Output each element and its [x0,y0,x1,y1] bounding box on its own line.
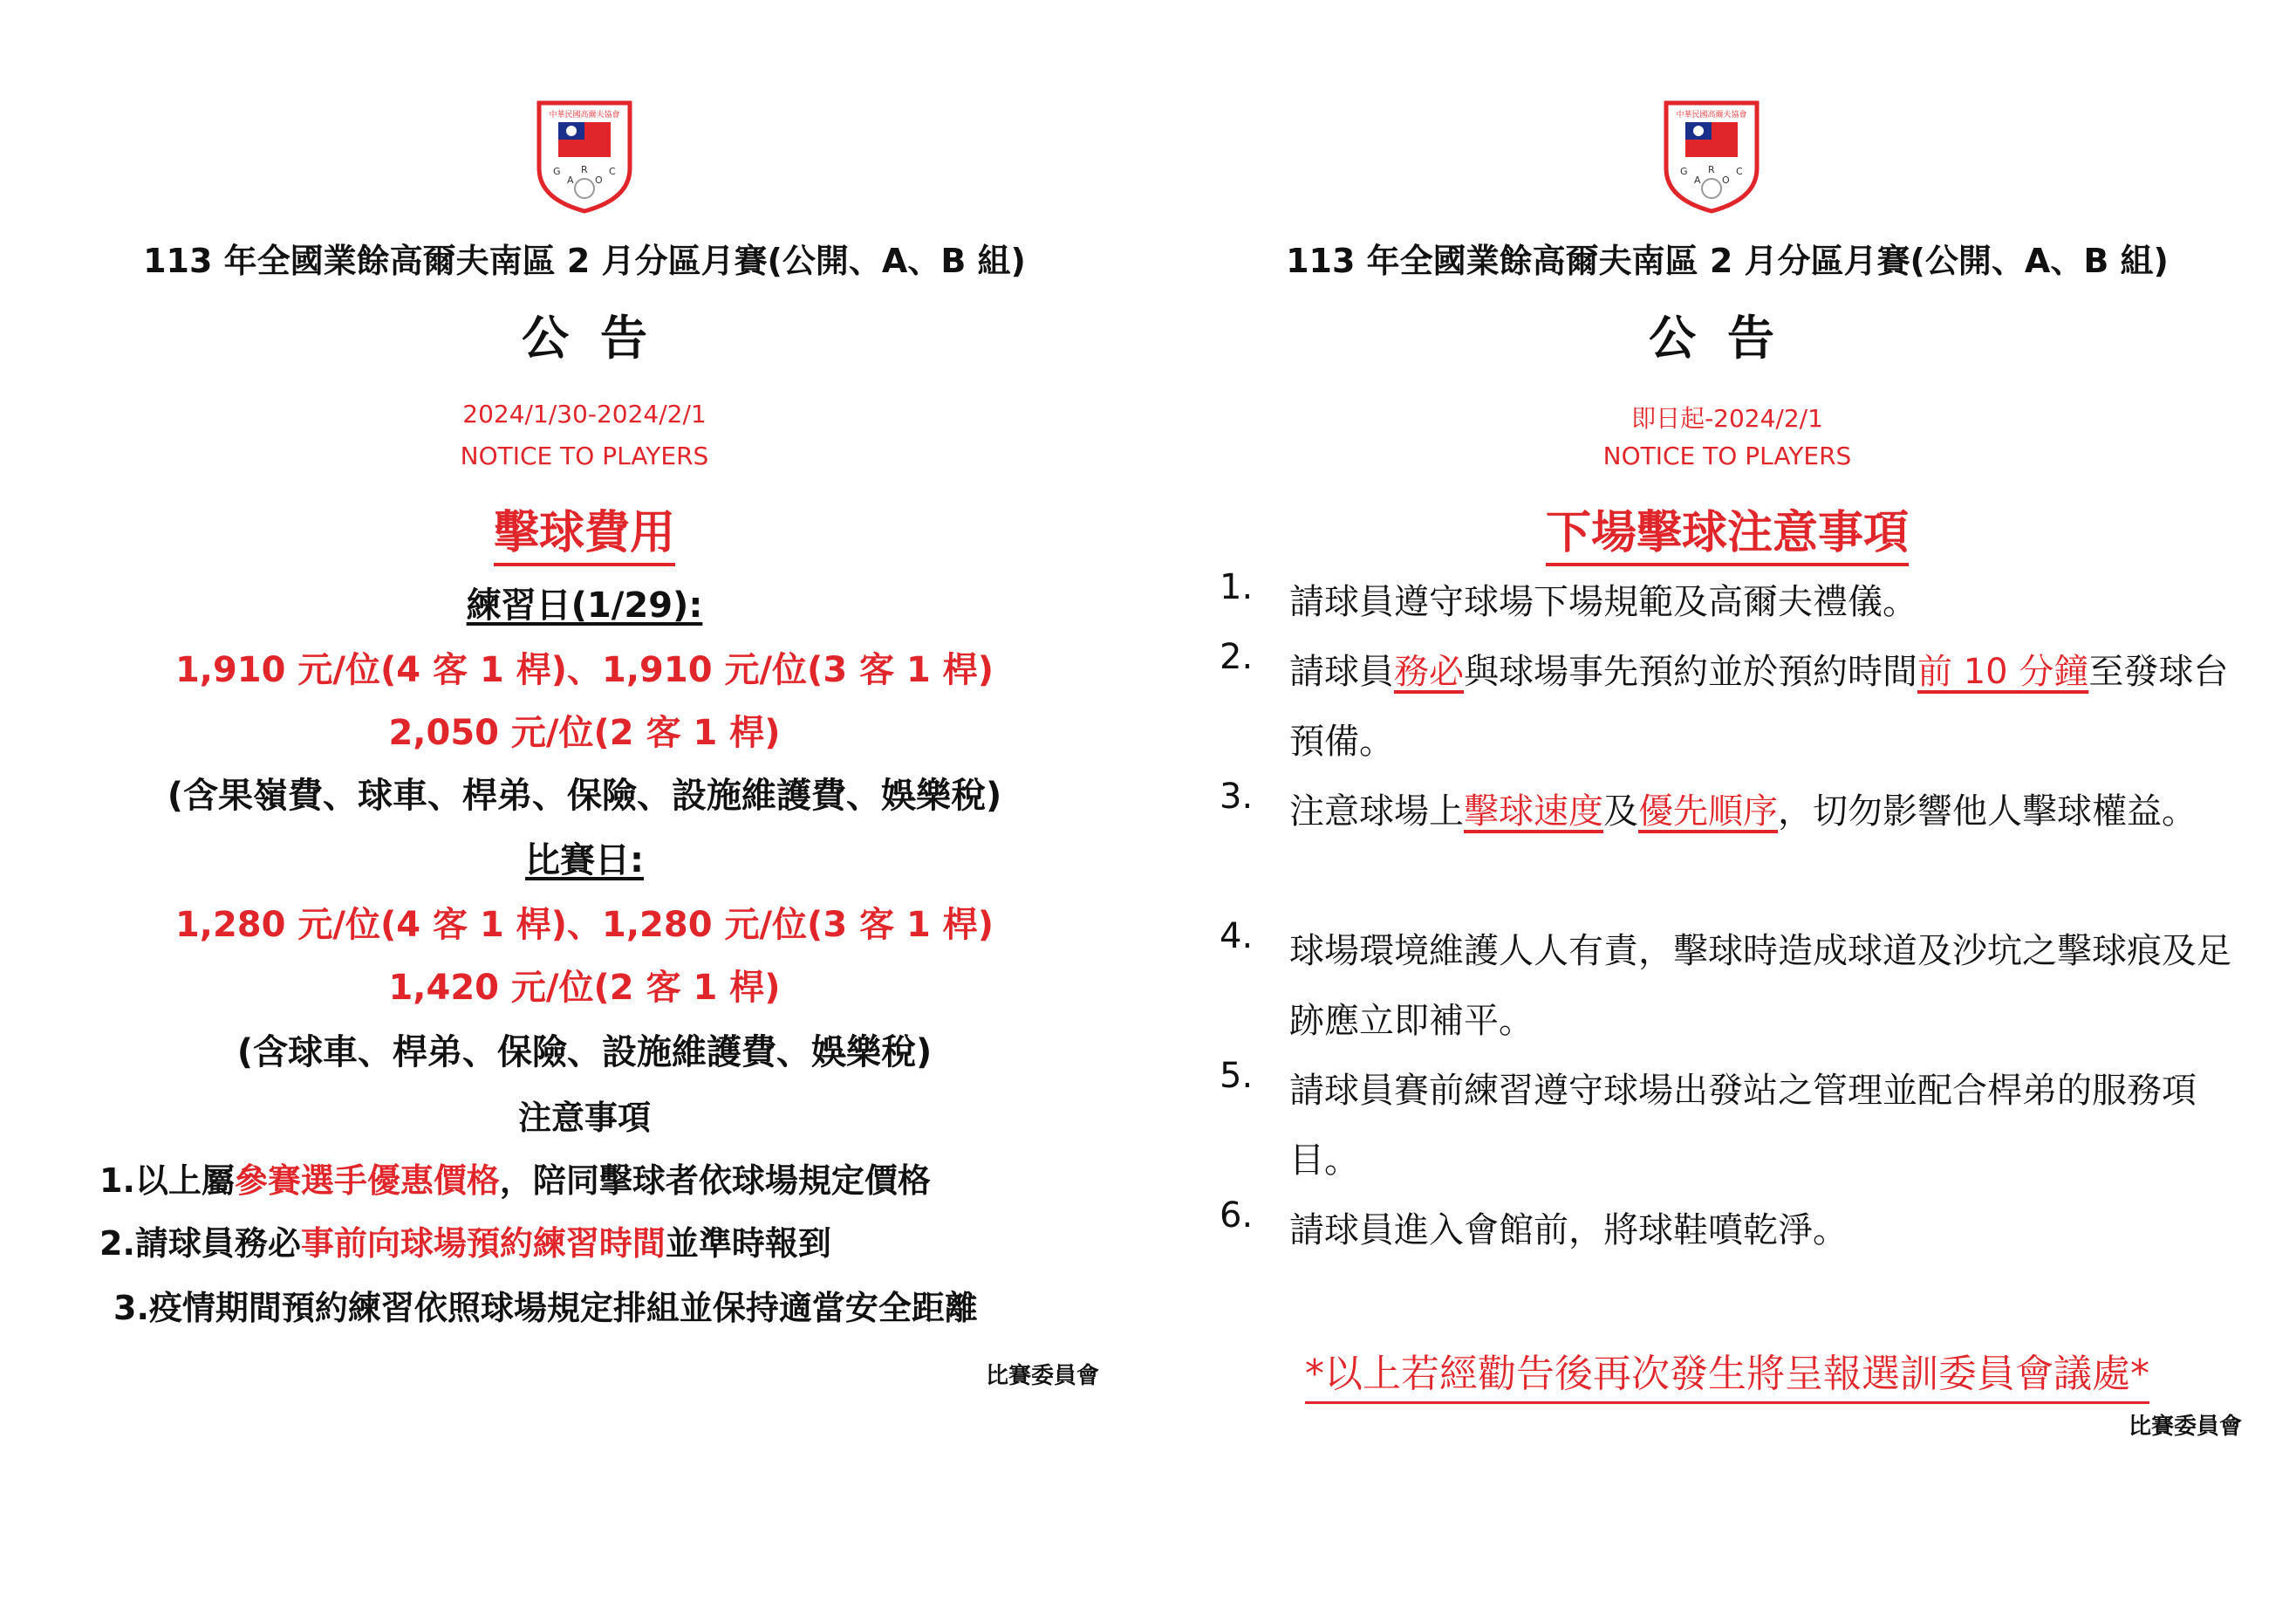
signature: 比賽委員會 [985,1363,1099,1389]
fee-heading: 擊球費用 [70,496,1099,561]
logo-text: 中華民國高爾夫協會 [549,111,620,120]
rule-number: 5. [1220,1056,1254,1096]
event-title: 113 年全國業餘高爾夫南區 2 月分區月賽(公開、A、B 組) [143,242,1026,280]
svg-text:C: C [1736,166,1743,177]
rule-emphasis: 務必 [1394,652,1464,692]
rule-text: 注意球場上擊球速度及優先順序，切勿影響他人擊球權益。 [1289,791,2197,832]
rule-number: 2. [1220,637,1254,677]
svg-text:G: G [1680,166,1688,177]
notice-date: 即日起-2024/2/1 [1631,404,1823,433]
announcement-label: 公告 [1649,311,1806,366]
rule-text: 請球員務必與球場事先預約並於預約時間前 10 分鐘至發球台預備。 [1289,652,2229,762]
rule-emphasis: 擊球速度 [1464,791,1603,832]
rules-heading: 下場擊球注意事項 [1213,496,2242,561]
rule-number: 6. [1220,1195,1254,1236]
event-title: 113 年全國業餘高爾夫南區 2 月分區月賽(公開、A、B 組) [1286,242,2169,280]
rule-number: 4. [1220,916,1254,956]
practice-day-label: 練習日(1/29): [466,585,703,626]
match-price-line-1: 1,280 元/位(4 客 1 桿)、1,280 元/位(3 客 1 桿) [174,905,994,945]
rule-emphasis: 前 10 分鐘 [1917,652,2089,692]
svg-text:R: R [1708,164,1715,175]
svg-text:C: C [609,166,616,177]
notes-title: 注意事項 [517,1099,651,1137]
svg-text:A: A [1694,175,1701,186]
rule-number: 3. [1220,777,1254,817]
note-1: 1.以上屬參賽選手優惠價格，陪同擊球者依球場規定價格 [99,1161,931,1200]
practice-price-line-2: 2,050 元/位(2 客 1 桿) [388,713,781,753]
warning-text: *以上若經勸告後再次發生將呈報選訓委員會議處* [1213,1342,2242,1398]
announcement-label: 公告 [522,311,679,366]
practice-includes: (含果嶺費、球車、桿弟、保險、設施維護費、娛樂稅) [167,776,1002,816]
match-price-line-2: 1,420 元/位(2 客 1 桿) [388,968,781,1008]
garoc-logo-icon [1659,94,1764,216]
rule-text: 請球員進入會館前，將球鞋噴乾淨。 [1289,1210,1848,1250]
match-includes: (含球車、桿弟、保險、設施維護費、娛樂稅) [236,1032,933,1072]
rule-emphasis: 優先順序 [1638,791,1778,832]
garoc-logo-icon [532,94,637,216]
practice-price-line-1: 1,910 元/位(4 客 1 桿)、1,910 元/位(3 客 1 桿) [174,650,994,690]
rule-number: 1. [1220,567,1254,607]
notice-date: 2024/1/30-2024/2/1 [462,400,707,428]
notice-subtitle: NOTICE TO PLAYERS [460,442,709,470]
rule-text: 請球員遵守球場下場規範及高爾夫禮儀。 [1289,582,1917,622]
signature: 比賽委員會 [2128,1414,2242,1440]
logo-text: 中華民國高爾夫協會 [1676,111,1747,120]
match-day-label: 比賽日: [525,840,644,880]
note-2: 2.請球員務必事前向球場預約練習時間並準時報到 [99,1224,831,1263]
rule-text: 請球員賽前練習遵守球場出發站之管理並配合桿弟的服務項目。 [1289,1071,2197,1181]
rule-text: 球場環境維護人人有責，擊球時造成球道及沙坑之擊球痕及足跡應立即補平。 [1289,931,2231,1041]
svg-text:O: O [595,175,603,186]
svg-text:A: A [567,175,574,186]
notice-subtitle: NOTICE TO PLAYERS [1602,442,1852,470]
svg-text:O: O [1722,175,1730,186]
svg-text:R: R [581,164,588,175]
note-3: 3.疫情期間預約練習依照球場規定排組並保持適當安全距離 [113,1289,978,1327]
svg-text:G: G [553,166,561,177]
